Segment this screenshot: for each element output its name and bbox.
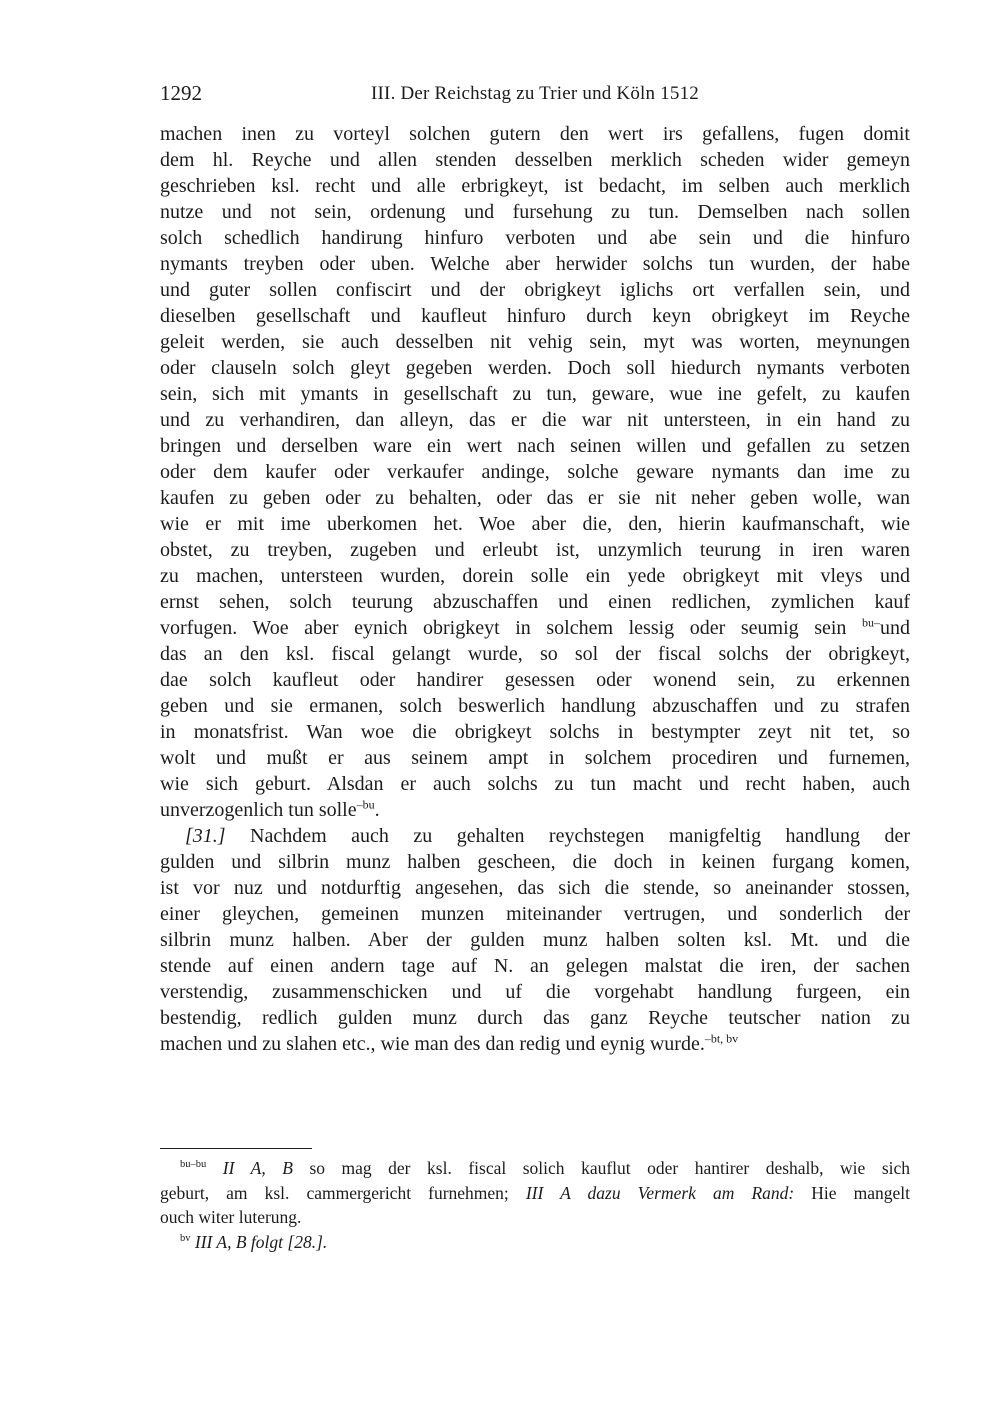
text-segment: kaufen zu geben oder zu behalten, oder das er sie nit neher geben wolle, wan — [160, 487, 910, 509]
body-line — [160, 303, 910, 329]
body-line — [160, 615, 910, 641]
body-text — [160, 121, 910, 1057]
text-segment: wie sich geburt. Alsdan er auch solchs zu tun macht und recht haben, auch — [160, 773, 910, 795]
text-segment: obstet, zu treyben, zugeben und erleubt ist, unzymlich teurung in iren waren — [160, 539, 910, 561]
text-segment: oder clauseln solch gleyt gegeben werden. Doch soll hiedurch nymants verboten — [160, 357, 910, 379]
page-header — [160, 81, 910, 107]
text-segment: sein, sich mit ymants in gesellschaft zu tun, geware, wue ine gefelt, zu kaufen — [160, 383, 910, 405]
body-line — [160, 485, 910, 511]
text-segment: geschrieben ksl. recht und alle erbrigkeyt, ist bedacht, im selben auch merklich — [160, 175, 910, 197]
text-segment: und zu verhandiren, dan alleyn, das er die war nit untersteen, in ein hand zu — [160, 409, 910, 431]
text-segment: ist vor nuz und notdurftig angesehen, das sich die stende, so aneinander stossen, — [160, 877, 910, 899]
text-segment: ouch witer luterung. — [160, 1207, 302, 1227]
text-segment: . — [374, 799, 380, 821]
body-line — [160, 927, 910, 953]
running-head: III. Der Reichstag zu Trier und Köln 1512 — [371, 83, 699, 104]
body-line — [160, 823, 910, 849]
body-line — [160, 147, 910, 173]
body-line — [160, 875, 910, 901]
body-line — [160, 329, 910, 355]
text-segment: Nachdem auch zu gehalten reychstegen manigfeltig handlung der — [225, 825, 910, 847]
body-line — [160, 407, 910, 433]
text-segment: dem hl. Reyche und allen stenden desselben merklich scheden wider gemeyn — [160, 149, 910, 171]
text-segment: so mag der ksl. fiscal solich kauflut oder hantirer deshalb, wie sich — [292, 1158, 911, 1178]
body-line — [160, 381, 910, 407]
paragraph — [160, 823, 910, 1057]
text-segment: dae solch kaufleut oder handirer gesessen oder wonend sein, zu erkennen — [160, 669, 910, 691]
page-number: 1292 — [160, 81, 202, 105]
body-line — [160, 979, 910, 1005]
text-segment: vorfugen. Woe aber eynich obrigkeyt in solchem lessig oder seumig sein — [160, 617, 862, 639]
body-line — [160, 693, 910, 719]
text-segment: gulden und silbrin munz halben gescheen, die doch in keinen furgang komen, — [160, 851, 910, 873]
body-line — [160, 511, 910, 537]
footnotes-section — [160, 1148, 910, 1254]
footnote-list — [160, 1156, 910, 1254]
footnote-line — [160, 1156, 910, 1181]
body-line — [160, 251, 910, 277]
text-segment: stende auf einen andern tage auf N. an gelegen malstat die iren, der sachen — [160, 955, 910, 977]
paragraph — [160, 121, 910, 823]
text-segment: bestendig, redlich gulden munz durch das ganz Reyche teutscher nation zu — [160, 1007, 910, 1029]
footnote-line — [160, 1205, 910, 1230]
body-line — [160, 797, 910, 823]
body-line — [160, 199, 910, 225]
footnote-marker: bu–bu — [180, 1159, 207, 1171]
text-segment: nutze und not sein, ordenung und fursehung zu tun. Demselben nach sollen — [160, 201, 910, 223]
body-line — [160, 719, 910, 745]
text-segment — [206, 1158, 223, 1178]
text-segment: [31.] — [185, 825, 226, 847]
body-line — [160, 1031, 910, 1057]
text-segment: verstendig, zusammenschicken und uf die vorgehabt handlung furgeen, ein — [160, 981, 910, 1003]
body-line — [160, 589, 910, 615]
text-segment: geburt, am ksl. cammergericht furnehmen; — [160, 1182, 526, 1203]
body-line — [160, 641, 910, 667]
text-segment: machen und zu slahen etc., wie man des dan redig und eynig wurde. — [160, 1033, 705, 1055]
body-line — [160, 667, 910, 693]
text-segment: machen inen zu vorteyl solchen gutern den wert irs gefallens, fugen domit — [160, 123, 910, 145]
body-line — [160, 225, 910, 251]
text-segment: in monatsfrist. Wan woe die obrigkeyt solchs in bestympter zeyt nit tet, so — [160, 721, 910, 743]
body-line — [160, 277, 910, 303]
text-segment: II A, B — [222, 1158, 293, 1178]
body-line — [160, 459, 910, 485]
body-line — [160, 901, 910, 927]
body-line — [160, 1005, 910, 1031]
text-segment: zu machen, untersteen wurden, dorein solle ein yede obrigkeyt mit vleys und — [160, 565, 910, 587]
text-segment: und — [880, 617, 910, 639]
footnote — [160, 1156, 910, 1230]
text-segment: einer gleychen, gemeinen munzen miteinander vertrugen, und sonderlich der — [160, 903, 910, 925]
footnote-marker: bu– — [862, 615, 880, 630]
body-line — [160, 771, 910, 797]
footnote-marker: –bt, bv — [704, 1031, 739, 1046]
text-segment: geleit werden, sie auch desselben nit vehig sein, myt was worten, meynungen — [160, 331, 910, 353]
text-segment: unverzogenlich tun solle — [160, 799, 357, 821]
body-line — [160, 355, 910, 381]
footnote-rule — [160, 1148, 312, 1149]
text-segment: silbrin munz halben. Aber der gulden munz halben solten ksl. Mt. und die — [160, 929, 910, 951]
footnote-line — [160, 1230, 910, 1255]
body-line — [160, 849, 910, 875]
text-segment: geben und sie ermanen, solch beswerlich handlung abzuschaffen und zu strafen — [160, 695, 910, 717]
text-segment: das an den ksl. fiscal gelangt wurde, so sol der fiscal solchs der obrigkeyt, — [160, 643, 910, 665]
text-segment: und guter sollen confiscirt und der obrigkeyt iglichs ort verfallen sein, und — [160, 279, 910, 301]
text-segment: wie er mit ime uberkomen het. Woe aber die, den, hierin kaufmanschaft, wie — [160, 513, 910, 535]
footnote-marker: bv — [180, 1232, 191, 1244]
text-segment: solch schedlich handirung hinfuro verboten und abe sein und die hinfuro — [160, 227, 910, 249]
footnote-line — [160, 1181, 910, 1206]
text-segment: III A dazu Vermerk am Rand: — [525, 1182, 795, 1203]
body-line — [160, 121, 910, 147]
footnote — [160, 1230, 910, 1255]
footnote-marker: –bu — [356, 797, 375, 812]
body-line — [160, 563, 910, 589]
body-line — [160, 173, 910, 199]
text-segment: ernst sehen, solch teurung abzuschaffen und einen redlichen, zymlichen kauf — [160, 591, 910, 613]
text-segment: bringen und derselben ware ein wert nach seinen willen und gefallen zu setzen — [160, 435, 910, 457]
text-segment: nymants treyben oder uben. Welche aber herwider solchs tun wurden, der habe — [160, 253, 910, 275]
text-segment: dieselben gesellschaft und kaufleut hinfuro durch keyn obrigkeyt im Reyche — [160, 305, 910, 327]
text-segment: III A, B folgt [28.]. — [194, 1231, 328, 1252]
body-line — [160, 953, 910, 979]
body-line — [160, 537, 910, 563]
text-segment: oder dem kaufer oder verkaufer andinge, solche geware nymants dan ime zu — [160, 461, 910, 483]
text-segment: wolt und mußt er aus seinem ampt in solchem procediren und furnemen, — [160, 747, 910, 769]
body-line — [160, 433, 910, 459]
text-segment: Hie mangelt — [794, 1182, 910, 1203]
body-line — [160, 745, 910, 771]
